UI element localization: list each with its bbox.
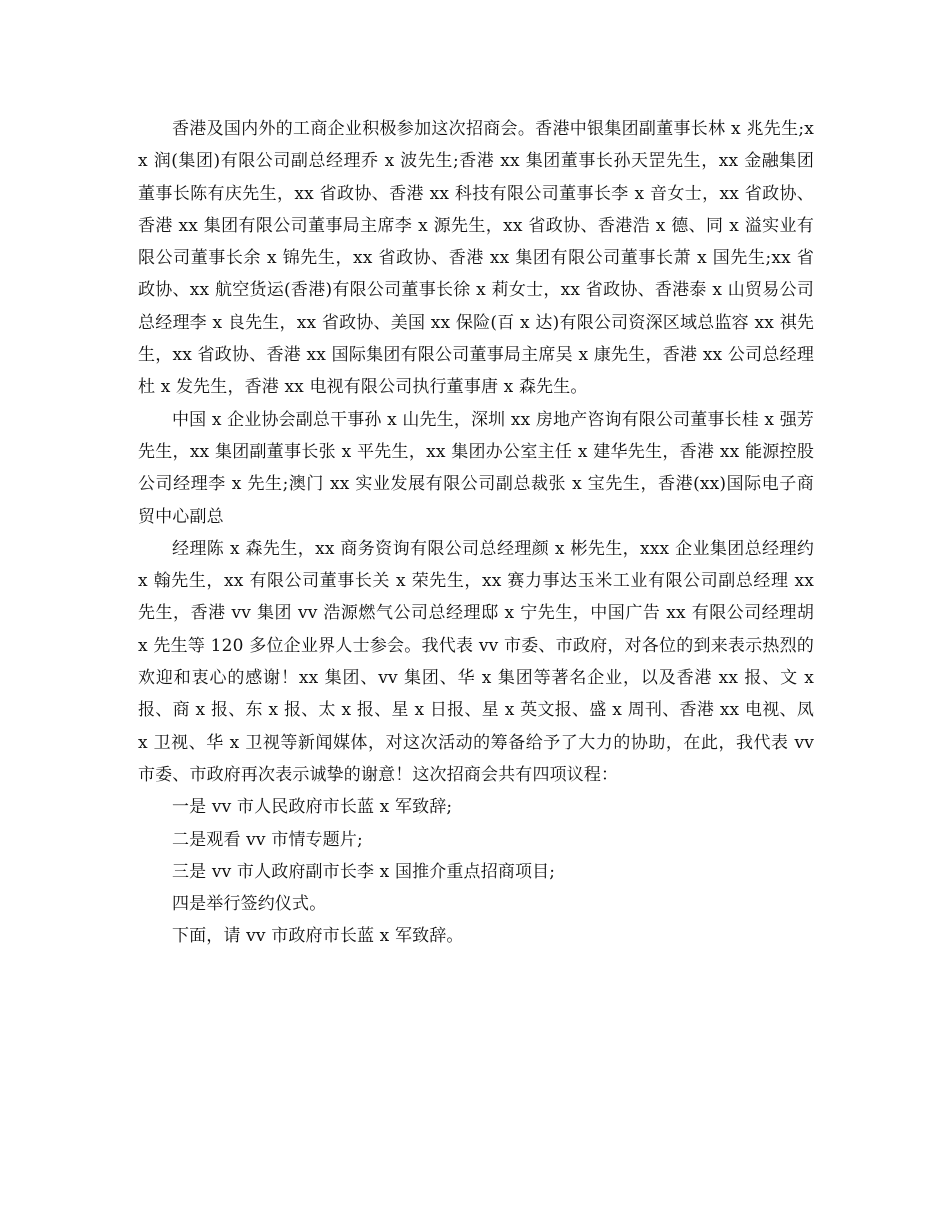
paragraph-guests-hongkong: 香港及国内外的工商企业积极参加这次招商会。香港中银集团副董事长林 x 兆先生;xx 润(集团)有限公司副总经理乔 x 波先生;香港 xx 集团董事长孙天罡先生，xx 金融集团董事长陈有庆先生，xx 省政协、香港 xx 科技有限公司董事长李 x 音女士，xx 省政协、香港 xx 集团有限公司董事局主席李 x 源先生，xx 省政协、香港浩 x 德、同 x 溢实业有限公司董事长余 x 锦先生，xx 省政协、香港 xx 集团有限公司董事长萧 x 国先生;xx 省政协、xx 航空货运(香港)有限公司董事长徐 x 莉女士，xx 省政协、香港泰 x 山贸易公司总经理李 x 良先生，xx 省政协、美国 xx 保险(百 x 达)有限公司资深区域总监容 xx 祺先生，xx 省政协、香港 xx 国际集团有限公司董事局主席吴 x 康先生，香港 xx 公司总经理杜 x 发先生，香港 xx 电视有限公司执行董事唐 x 森先生。	[138, 119, 814, 398]
paragraph-guests-mainland: 中国 x 企业协会副总干事孙 x 山先生，深圳 xx 房地产咨询有限公司董事长桂 x 强芳先生，xx 集团副董事长张 x 平先生，xx 集团办公室主任 x 建华先生，香港 xx 能源控股公司经理李 x 先生;澳门 xx 实业发展有限公司副总裁张 x 宝先生，香港(xx)国际电子商贸中心副总	[138, 409, 814, 527]
agenda-item-3: 三是 vv 市人政府副市长李 x 国推介重点招商项目;	[172, 861, 556, 882]
agenda-item-1: 一是 vv 市人民政府市长蓝 x 军致辞;	[172, 797, 453, 818]
closing-line: 下面，请 vv 市政府市长蓝 x 军致辞。	[172, 926, 464, 947]
paragraph-guests-continued: 经理陈 x 森先生，xx 商务资询有限公司总经理颜 x 彬先生，xxx 企业集团总经理约 x 翰先生，xx 有限公司董事长关 x 荣先生，xx 赛力事达玉米工业有限公司副总经理 xx 先生，香港 vv 集团 vv 浩源燃气公司总经理邸 x 宁先生，中国广告 xx 有限公司经理胡 x 先生等 120 多位企业界人士参会。我代表 vv 市委、市政府，对各位的到来表示热烈的欢迎和衷心的感谢！xx 集团、vv 集团、华 x 集团等著名企业，以及香港 xx 报、文 x 报、商 x 报、东 x 报、太 x 报、星 x 日报、星 x 英文报、盛 x 周刊、香港 xx 电视、凤 x 卫视、华 x 卫视等新闻媒体，对这次活动的筹备给予了大力的协助，在此，我代表 vv 市委、市政府再次表示诚挚的谢意！这次招商会共有四项议程：	[138, 538, 814, 785]
agenda-item-2: 二是观看 vv 市情专题片;	[172, 829, 363, 850]
agenda-item-4: 四是举行签约仪式。	[172, 894, 327, 915]
